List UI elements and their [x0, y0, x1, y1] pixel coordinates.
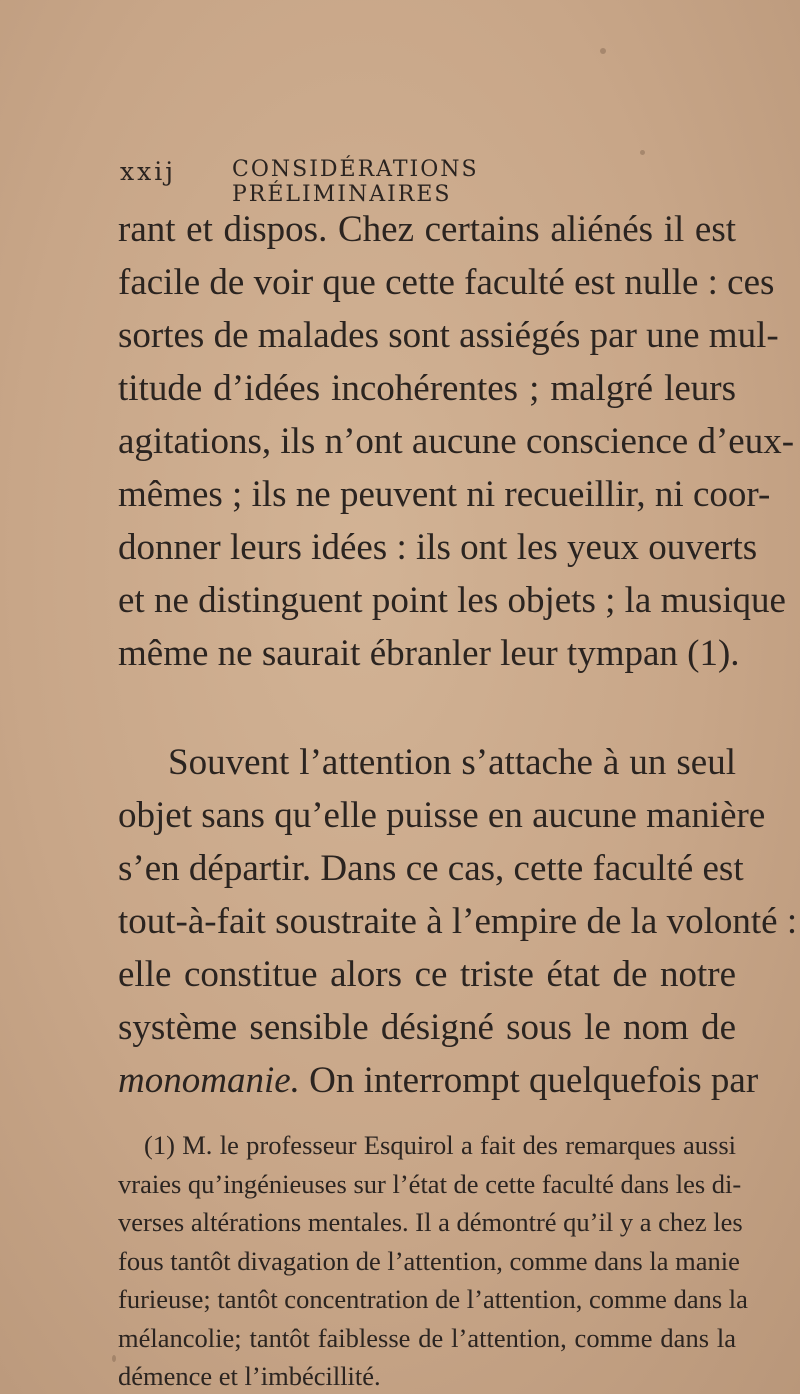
- text-line: facile de voir que cette faculté est nulle : ces: [118, 262, 775, 303]
- footnote-line: mélancolie; tantôt faiblesse de l’attention, comme dans la: [118, 1322, 736, 1353]
- footnote-line: démence et l’imbécillité.: [118, 1361, 381, 1391]
- text-line: Souvent l’attention s’attache à un seul: [168, 742, 736, 783]
- paper-stain: [640, 150, 645, 155]
- text-span: On interrompt quelquefois par: [299, 1060, 759, 1101]
- text-line: elle constitue alors ce triste état de notre: [118, 954, 736, 995]
- text-line: rant et dispos. Chez certains aliénés il est: [118, 209, 736, 250]
- page-number: xxij: [120, 157, 176, 186]
- paper-stain: [600, 48, 606, 54]
- running-header: [120, 157, 680, 207]
- running-title: CONSIDÉRATIONS PRÉLIMINAIRES: [232, 157, 479, 207]
- footnote-line: (1) M. le professeur Esquirol a fait des remarques aussi: [144, 1130, 736, 1160]
- footnote-line: verses altérations mentales. Il a démontré qu’il y a chez les: [118, 1207, 743, 1237]
- text-line: titude d’idées incohérentes ; malgré leurs: [118, 368, 736, 409]
- text-line: même ne saurait ébranler leur tympan (1).: [118, 633, 740, 674]
- footnote-line: fous tantôt divagation de l’attention, comme dans la manie: [118, 1245, 740, 1276]
- text-line: [118, 1059, 759, 1102]
- paper-stain: [112, 1355, 116, 1362]
- text-line: et ne distinguent point les objets ; la musique: [118, 580, 786, 621]
- text-line: mêmes ; ils ne peuvent ni recueillir, ni coor-: [118, 474, 771, 515]
- footnote-line: furieuse; tantôt concentration de l’attention, comme dans la: [118, 1284, 748, 1314]
- emphasis-term: monomanie.: [118, 1060, 300, 1101]
- text-line: système sensible désigné sous le nom de: [118, 1007, 736, 1048]
- text-line: objet sans qu’elle puisse en aucune manière: [118, 795, 766, 836]
- text-line: sortes de malades sont assiégés par une mul-: [118, 315, 779, 356]
- text-line: donner leurs idées : ils ont les yeux ouverts: [118, 527, 758, 568]
- text-line: s’en départir. Dans ce cas, cette faculté est: [118, 848, 744, 889]
- footnote-line: vraies qu’ingénieuses sur l’état de cette faculté dans les di-: [118, 1168, 742, 1199]
- text-line: tout-à-fait soustraite à l’empire de la volonté :: [118, 901, 798, 942]
- text-line: agitations, ils n’ont aucune conscience d’eux-: [118, 421, 795, 462]
